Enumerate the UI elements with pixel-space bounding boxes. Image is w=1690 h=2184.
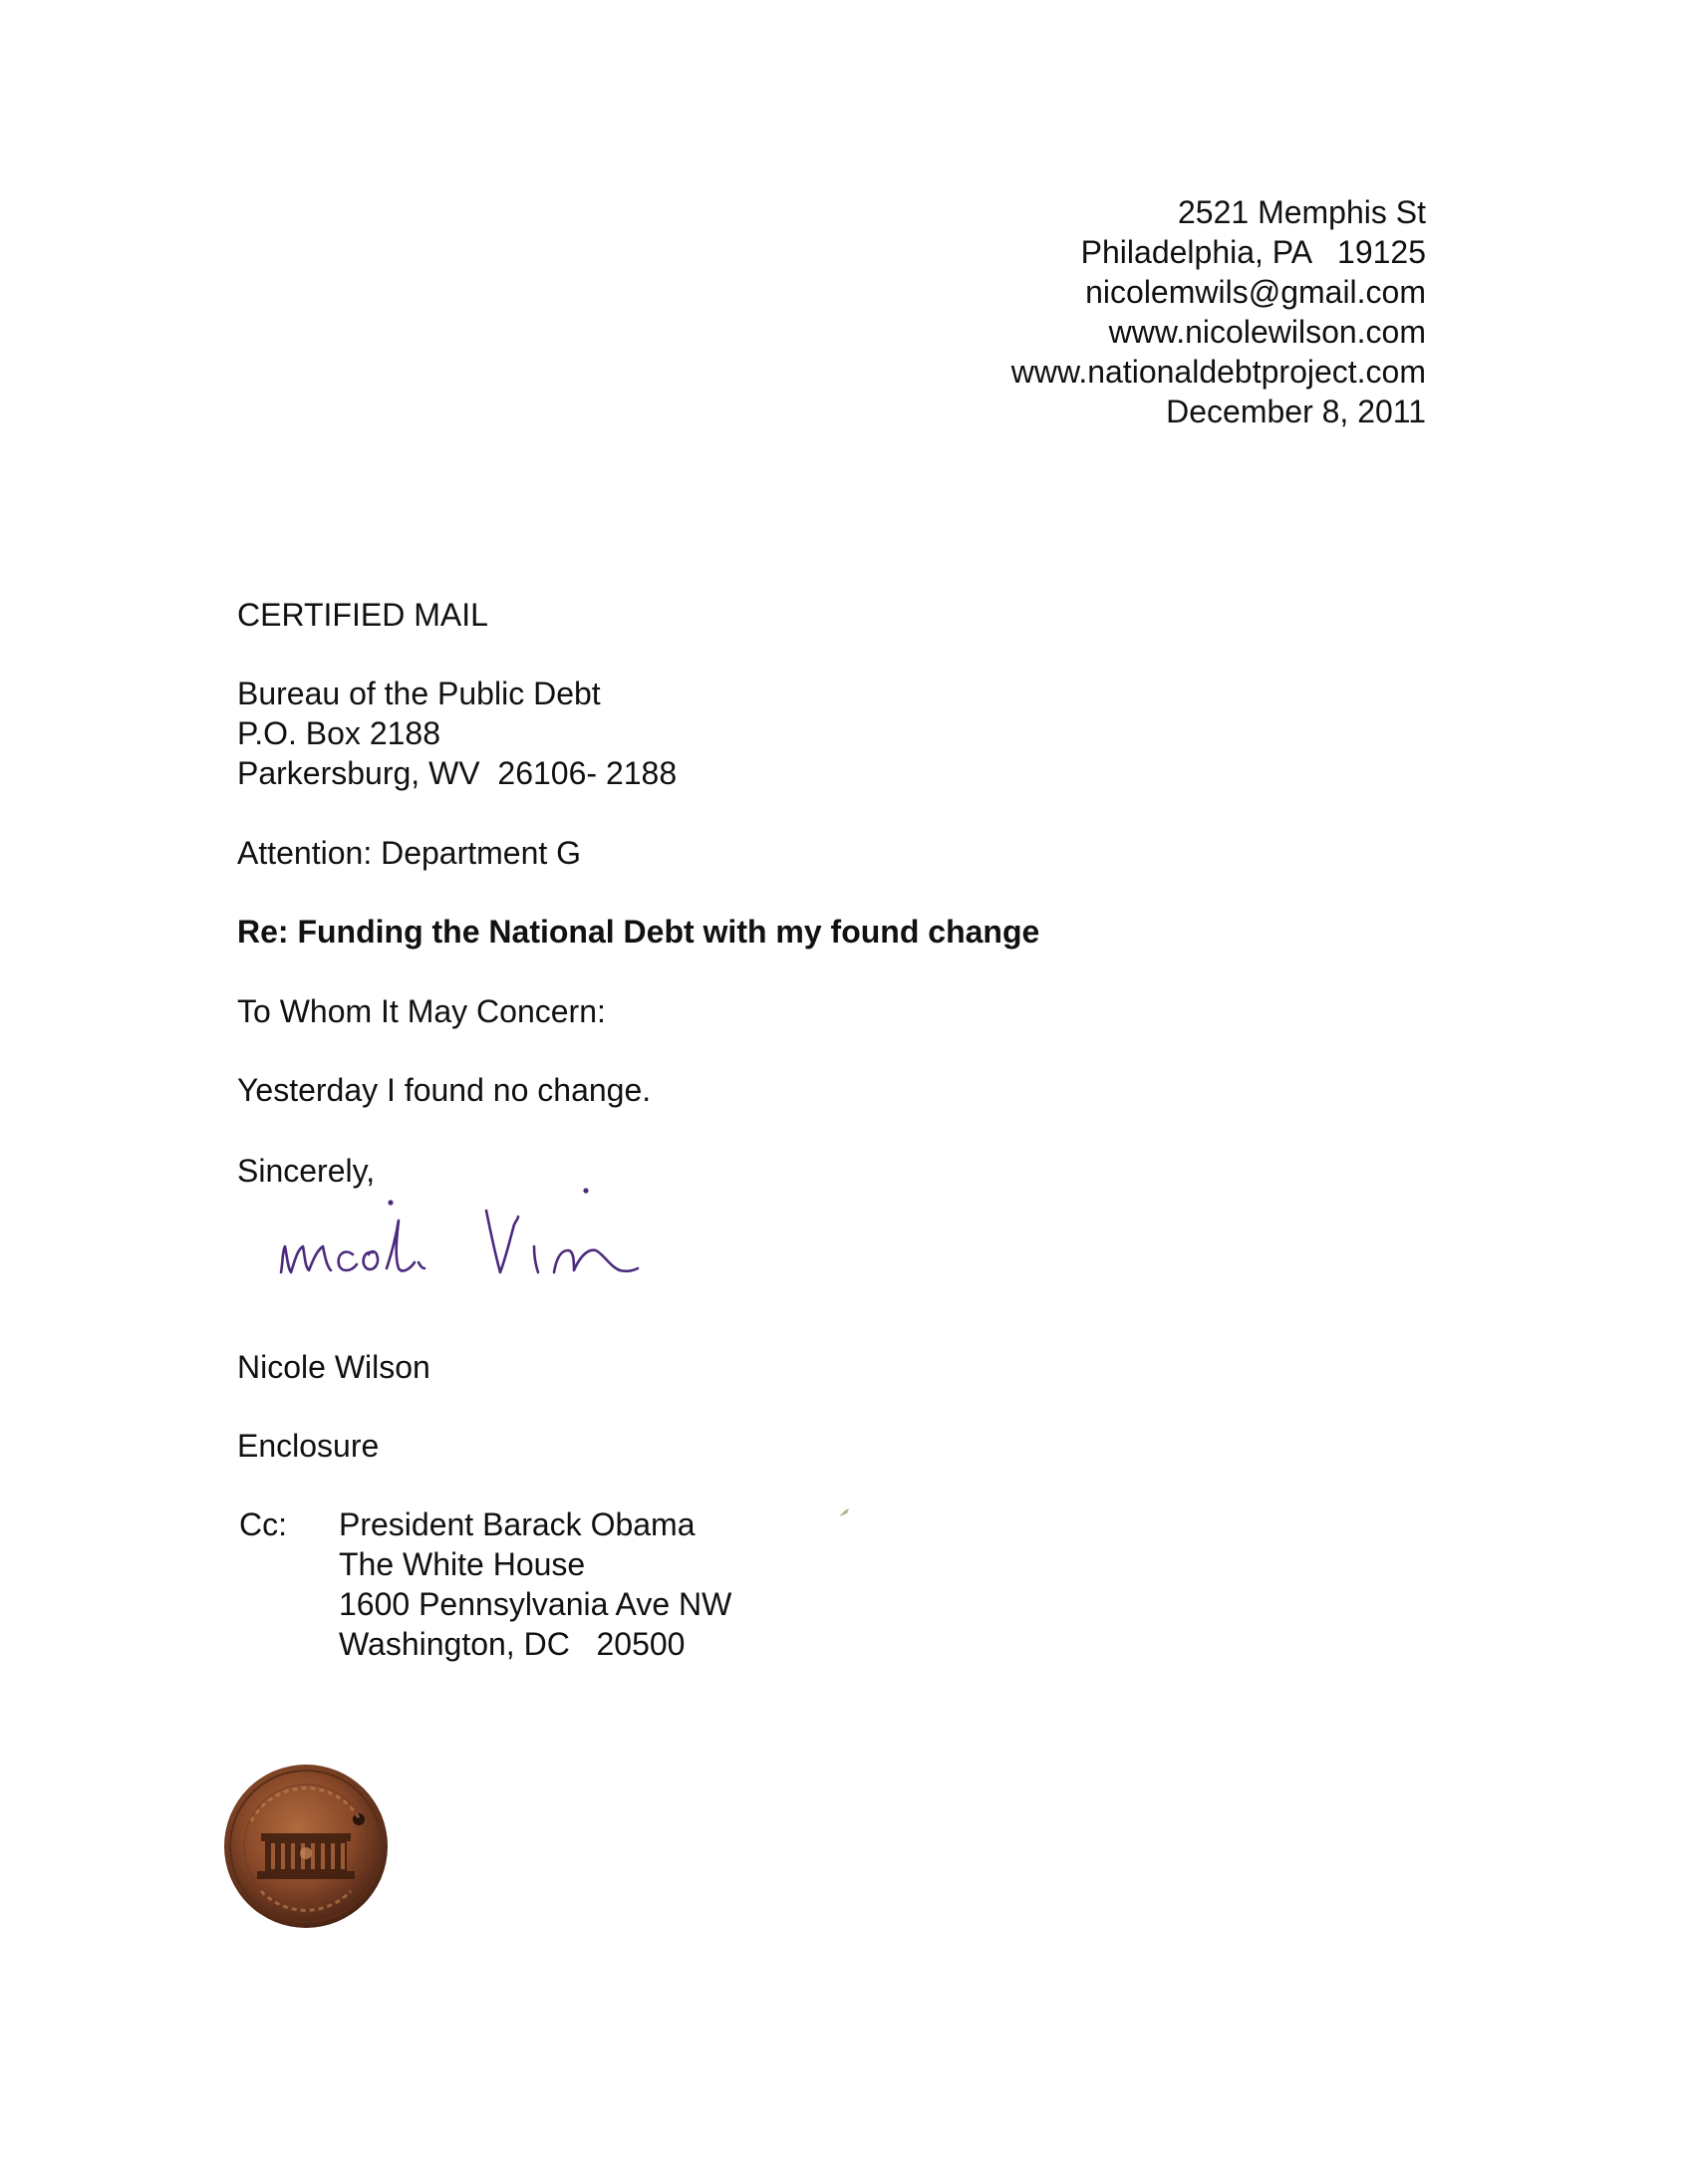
attention-line: Attention: Department G bbox=[237, 835, 582, 871]
recipient-name: Bureau of the Public Debt bbox=[237, 676, 601, 711]
cc-label: Cc: bbox=[239, 1506, 287, 1542]
enclosure-note: Enclosure bbox=[237, 1428, 380, 1464]
sender-address-block bbox=[728, 192, 1426, 431]
letter-date: December 8, 2011 bbox=[1166, 394, 1426, 429]
cc-city: Washington, DC 20500 bbox=[339, 1626, 686, 1662]
cc-street: 1600 Pennsylvania Ave NW bbox=[339, 1586, 732, 1622]
cc-address bbox=[339, 1504, 731, 1664]
paper-speck bbox=[835, 1502, 855, 1522]
recipient-address-block bbox=[237, 674, 677, 793]
sender-street: 2521 Memphis St bbox=[1177, 194, 1426, 230]
cc-name: President Barack Obama bbox=[339, 1506, 696, 1542]
recipient-po-box: P.O. Box 2188 bbox=[237, 715, 440, 751]
sender-project-website: www.nationaldebtproject.com bbox=[1010, 354, 1426, 390]
letter-body: Yesterday I found no change. bbox=[237, 1072, 652, 1108]
sender-city: Philadelphia, PA 19125 bbox=[1080, 234, 1426, 270]
recipient-city: Parkersburg, WV 26106- 2188 bbox=[237, 755, 678, 791]
signer-name: Nicole Wilson bbox=[237, 1349, 430, 1385]
subject-line: Re: Funding the National Debt with my found change bbox=[237, 914, 1040, 950]
cc-organization: The White House bbox=[339, 1546, 586, 1582]
sender-email: nicolemwils@gmail.com bbox=[1085, 274, 1426, 310]
handwritten-signature bbox=[269, 1181, 737, 1310]
sender-website: www.nicolewilson.com bbox=[1108, 314, 1426, 350]
penny-coin bbox=[221, 1762, 391, 1931]
delivery-method: CERTIFIED MAIL bbox=[237, 597, 488, 633]
salutation: To Whom It May Concern: bbox=[237, 993, 606, 1029]
closing: Sincerely, bbox=[237, 1153, 376, 1189]
